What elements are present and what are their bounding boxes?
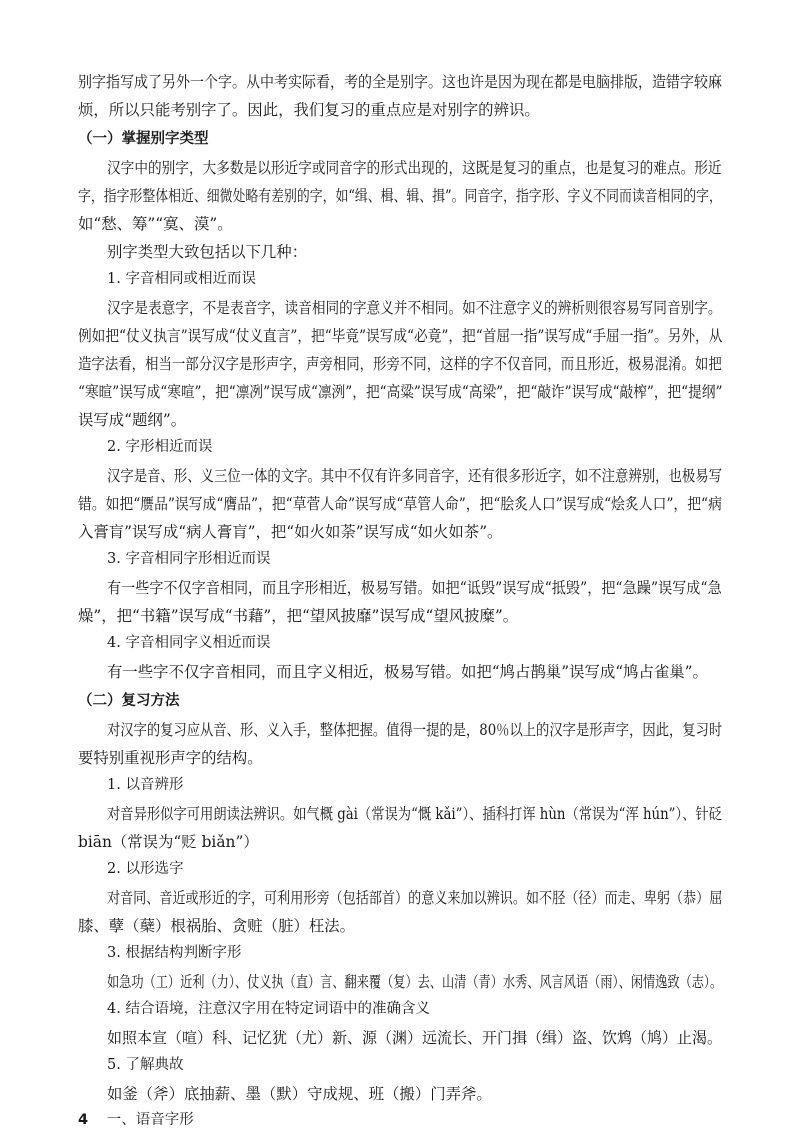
section-heading-2: （二）复习方法 [78,693,180,709]
body-line: 例如把“仗义执言”误写成“仗义直言”，把“毕竟”误写成“必竟”，把“首屈一指”误写成“手屈一指”。另外，从 [78,327,723,345]
body-line: 有一些字不仅字音相同，而且字形相近，极易写错。如把“诋毁”误写成“抵毁”，把“急躁”误写成“急 [107,579,722,597]
body-line: 字，指字形整体相近、细微处略有差别的字，如“缉、楫、辑、揖”。同音字，指字形、字义不同而读音相同的字， [78,187,722,205]
subheading-6: 2. 以形选字 [107,861,184,877]
body-line: 错。如把“赝品”误写成“膺品”，把“草菅人命”误写成“草管人命”，把“脍炙人口”误写成“烩炙人口”，把“病 [78,495,722,513]
body-line: 如“愁、筹”“寞、漠”。 [78,215,233,233]
body-line: 对音异形似字可用朗读法辨识。如气概 gài（常误为“慨 kǎi”）、插科打诨 hùn（常误为“浑 hún”）、针砭 [107,805,722,823]
subheading-7: 3. 根据结构判断字形 [107,945,242,961]
subheading-1: 1. 字音相同或相近而误 [107,271,256,287]
page-number: 4 [78,1112,89,1128]
subheading-9: 5. 了解典故 [107,1057,184,1073]
subheading-3: 3. 字音相同字形相近而误 [107,551,271,567]
body-line: 入膏肓”误写成“病人膏肓”，把“如火如荼”误写成“如火如茶”。 [78,523,503,541]
body-line: 汉字中的别字，大多数是以形近字或同音字的形式出现的，这既是复习的重点，也是复习的难点。形近 [107,159,722,177]
body-line: 如照本宣（喧）科、记忆犹（尤）新、源（渊）远流长、开门揖（缉）盗、饮鸩（鸠）止渴。 [107,1029,723,1047]
body-line: 误写成“题纲”。 [78,411,187,429]
page-footer [78,1108,194,1129]
body-line: 如釜（斧）底抽薪、墨（默）守成规、班（搬）门弄斧。 [107,1085,492,1103]
body-line: 汉字是音、形、义三位一体的文字。其中不仅有许多同音字，还有很多形近字，如不注意辨别，也极易写 [107,467,722,485]
subheading-2: 2. 字形相近而误 [107,439,213,455]
body-line: 造字法看，相当一部分汉字是形声字，声旁相同，形旁不同，这样的字不仅音同，而且形近，极易混淆。如把 [78,355,722,373]
body-line: 对汉字的复习应从音、形、义入手，整体把握。值得一提的是，80％以上的汉字是形声字，因此，复习时 [107,721,723,739]
subheading-5: 1. 以音辨形 [107,777,184,793]
subheading-4: 4. 字音相同字义相近而误 [107,635,271,651]
body-line: 要特别重视形声字的结构。 [78,749,263,767]
footer-section-label: 一、语音字形 [106,1112,194,1128]
body-line: biān（常误为“贬 biǎn”） [78,833,259,851]
body-line: 别字指写成了另外一个字。从中考实际看，考的全是别字。这也许是因为现在都是电脑排版，造错字较麻 [78,73,722,91]
section-heading-1: （一）掌握别字类型 [78,131,209,147]
body-line: 汉字是表意字，不是表音字，读音相同的字意义并不相同。如不注意字义的辨析则很容易写同音别字。 [107,299,722,317]
body-line: 如急功（工）近利（力）、仗义执（直）言、翻来覆（复）去、山清（青）水秀、风言风语（雨）、闲情逸致（志）。 [107,973,723,991]
subheading-8: 4. 结合语境，注意汉字用在特定词语中的准确含义 [107,1001,430,1017]
body-line: “寒暄”误写成“寒喧”，把“凛冽”误写成“凛洌”，把“高粱”误写成“高梁”，把“敲诈”误写成“敲榨”，把“提纲” [78,383,723,401]
body-line: 膝、孽（蘖）根祸胎、贪赃（脏）枉法。 [78,917,356,935]
body-line: 别字类型大致包括以下几种： [107,243,308,261]
body-line: 有一些字不仅字音相同，而且字义相近，极易写错。如把“鸠占鹊巢”误写成“鸠占雀巢”。 [107,663,708,681]
body-line: 烦，所以只能考别字了。因此，我们复习的重点应是对别字的辨识。 [78,101,540,119]
body-line: 燥”，把“书籍”误写成“书藉”，把“望风披靡”误写成“望风披糜”。 [78,607,519,625]
body-line: 对音同、音近或形近的字，可利用形旁（包括部首）的意义来加以辨识。如不胫（径）而走、卑躬（恭）屈 [107,889,723,907]
